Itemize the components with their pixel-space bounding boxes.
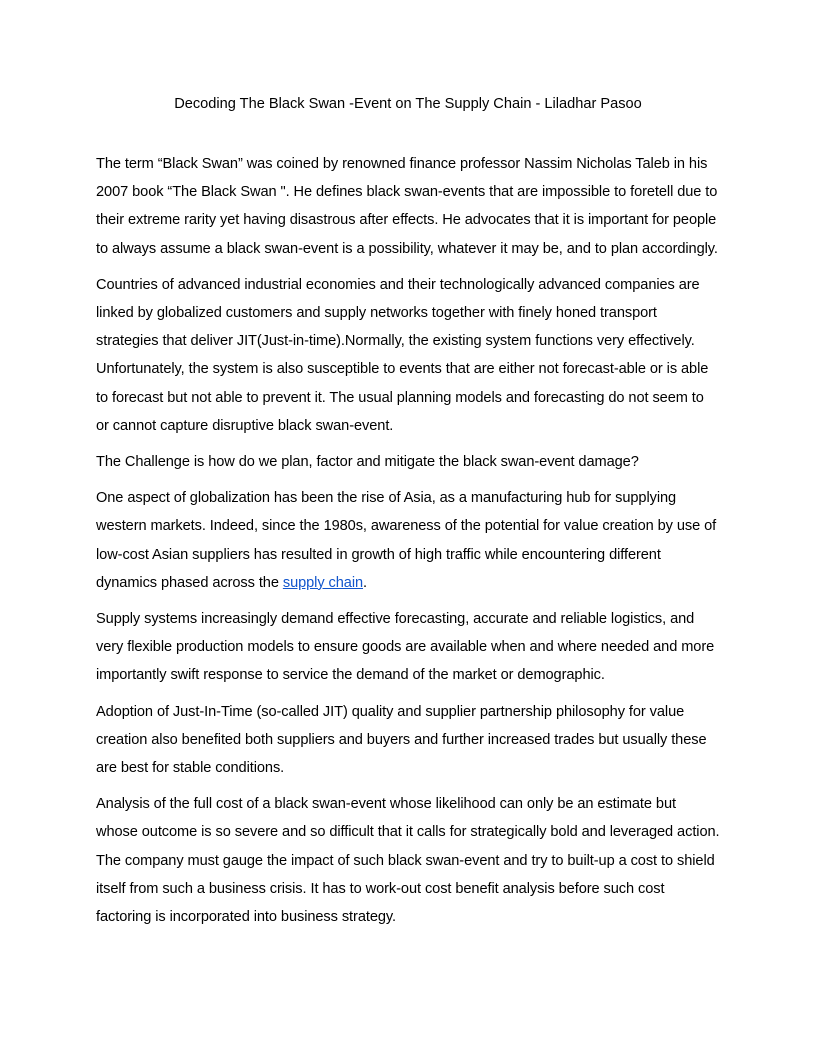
paragraph-globalization-asia xyxy=(96,484,720,597)
paragraph-black-swan-definition: The term “Black Swan” was coined by renowned finance professor Nassim Nicholas Taleb in his 2007 book “The Black Swan ". He defines black swan-events that are impossible to foretell due to their extreme rarity yet having disastrous after effects. He advocates that it is important for people to always assume a black swan-event is a possibility, whatever it may be, and to plan accordingly. xyxy=(96,156,718,257)
supply-chain-link[interactable]: supply chain xyxy=(282,574,364,591)
document-body xyxy=(96,150,720,939)
paragraph-advanced-economies: Countries of advanced industrial economies and their technologically advanced companies are linked by globalized customers and supply networks together with finely honed transport strategies that deliver JIT(Just-in-time).Normally, the existing system functions very effectively. Unfortunately, the system is also susceptible to events that are either not forecast-able or is able to forecast but not able to prevent it. The usual planning models and forecasting do not seem to or cannot capture disruptive black swan-event. xyxy=(96,276,709,434)
paragraph-challenge-question: The Challenge is how do we plan, factor and mitigate the black swan-event damage? xyxy=(96,454,639,471)
document-title: Decoding The Black Swan -Event on The Supply Chain - Liladhar Pasoo xyxy=(174,96,642,112)
paragraph-globalization-period: . xyxy=(363,574,368,591)
paragraph-globalization-text: One aspect of globalization has been the rise of Asia, as a manufacturing hub for supplying western markets. Indeed, since the 1980s, awareness of the potential for value creation by use of low-cost Asian suppliers has resulted in growth of high traffic while encountering different dynamics phased across the xyxy=(96,490,717,591)
paragraph-jit-adoption: Adoption of Just-In-Time (so-called JIT) quality and supplier partnership philosophy for value creation also benefited both suppliers and buyers and further increased trades but usually these are best for stable conditions. xyxy=(96,703,707,777)
paragraph-supply-systems: Supply systems increasingly demand effective forecasting, accurate and reliable logistics, and very flexible production models to ensure goods are available when and where needed and more importantly swift response to service the demand of the market or demographic. xyxy=(96,611,715,684)
paragraph-cost-analysis: Analysis of the full cost of a black swan-event whose likelihood can only be an estimate but whose outcome is so severe and so difficult that it calls for strategically bold and leveraged action. The company must gauge the impact of such black swan-event and try to built-up a cost to shield itself from such a business crisis. It has to work-out cost benefit analysis before such cost factoring is incorporated into business strategy. xyxy=(96,796,720,926)
